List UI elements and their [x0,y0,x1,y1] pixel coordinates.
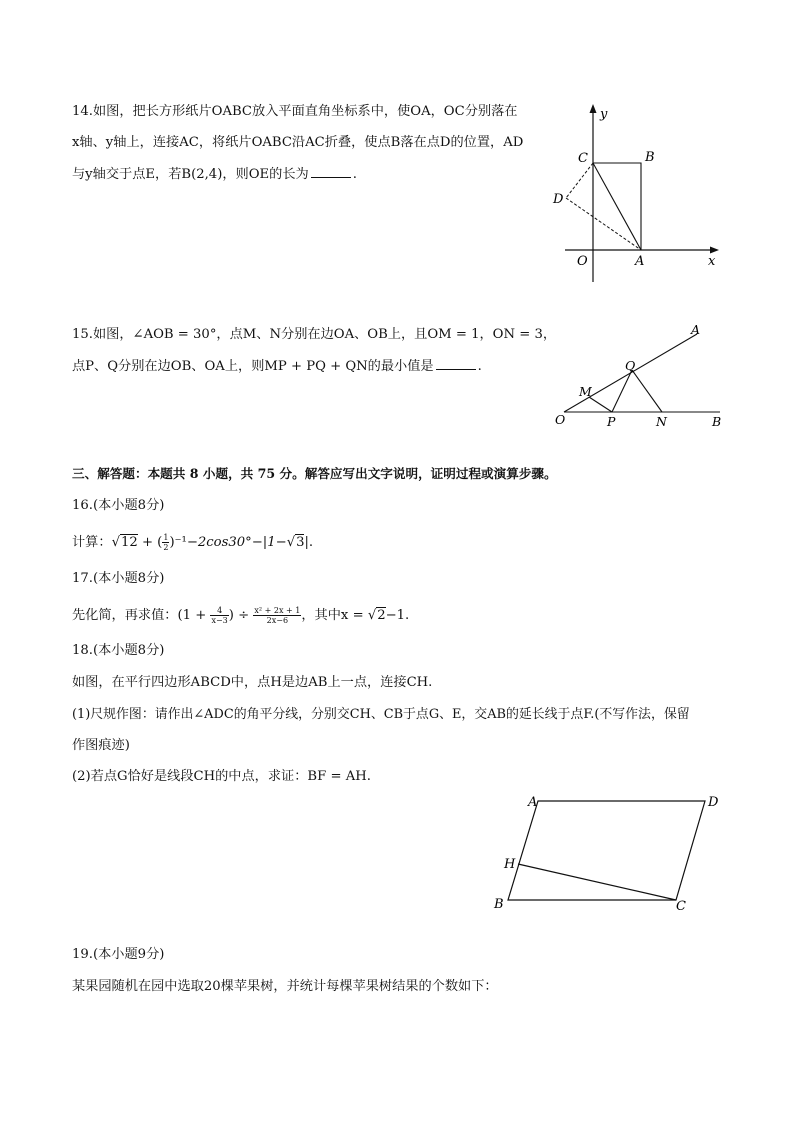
q18-line3: 作图痕迹) [72,738,130,753]
q18-seg-ch [518,864,676,900]
q14-dashed-cd [566,163,593,198]
q18-label-h: H [504,857,516,872]
q15-line2 [72,357,482,376]
q18-line2: (1)尺规作图：请作出∠ADC的角平分线，分别交CH、CB于点G、E，交AB的延长线于点F.(不写作法，保留 [72,707,690,722]
q17-f2-den: 2x−6 [266,616,289,625]
q15-label-p: P [607,414,616,429]
q19-heading: 19.(本小题9分) [72,947,165,962]
q16-end: |. [304,535,314,550]
q17-prefix: 先化简，再求值：(1 + [72,608,211,623]
q18-label-c: C [676,899,686,914]
q16-plus: + ( [137,535,163,550]
q18-label-a: A [528,795,538,810]
q17-expression [72,606,409,625]
q15-line1: 15.如图，∠AOB = 30°，点M、N分别在边OA、OB上，且OM = 1，ON = 3， [72,327,557,342]
q17-heading: 17.(本小题8分) [72,571,165,586]
q14-line3-text: 与y轴交于点E，若B(2,4)，则OE的长为 [72,167,309,182]
q16-prefix: 计算： [72,535,112,550]
q15-seg-qn [632,370,662,412]
q17-mid: ) ÷ [228,608,254,623]
q14-label-d: D [553,192,564,207]
q18-figure [488,790,728,915]
q17-f1-num: 4 [210,606,228,616]
q15-seg-mp [589,397,612,412]
q14-dashed-da [566,198,641,250]
q15-answer-blank[interactable] [436,357,476,370]
q14-x-arrow-icon [710,247,719,254]
q16-frac-num: 1 [163,533,169,542]
sqrt-icon: √ [111,535,120,550]
q14-answer-blank[interactable] [311,165,351,178]
q14-label-a: A [635,254,645,269]
q15-label-a: A [691,322,701,337]
q16-rest: −2cos30°−|1− [186,535,287,550]
section-3-heading: 三、解答题：本题共 8 小题，共 75 分。解答应写出文字说明，证明过程或演算步骤。 [72,466,557,481]
q15-label-b: B [712,414,722,429]
sqrt-icon: √ [367,608,377,623]
q14-line3 [72,165,357,184]
q15-seg-pq [612,370,632,412]
q15-label-m: M [579,384,592,399]
q15-label-n: N [656,414,667,429]
q14-label-b: B [645,150,655,165]
q18-line4: (2)若点G恰好是线段CH的中点，求证：BF = AH. [72,769,371,784]
q14-label-y: y [600,107,608,122]
q19-line1: 某果园随机在园中选取20棵苹果树，并统计每棵苹果树结果的个数如下： [72,979,498,994]
q14-line3-end: . [352,167,357,182]
sqrt-icon: √ [286,535,296,550]
q16-sqrt3: 3 [296,535,305,550]
q17-suffix: ，其中x = [301,608,368,623]
q17-f1-den: x−3 [211,616,228,625]
q17-f2-num: x² + 2x + 1 [254,606,301,615]
q18-label-d: D [708,795,719,810]
q18-parallelogram [508,801,705,900]
q18-heading: 18.(本小题8分) [72,643,165,658]
q16-exp: )⁻¹ [169,535,187,550]
q15-line2-end: . [477,359,482,374]
q14-label-x: x [708,254,716,269]
q17-fraction-1 [210,606,228,625]
q14-line2: x轴、y轴上，连接AC，将纸片OABC沿AC折叠，使点B落在点D的位置，AD [72,135,524,150]
q18-label-b: B [494,897,504,912]
q14-label-c: C [578,151,588,166]
q14-diagonal-ac [593,163,641,250]
q17-sqrt2: 2 [377,608,386,623]
q18-line1: 如图，在平行四边形ABCD中，点H是边AB上一点，连接CH. [72,675,433,690]
q16-frac-den: 2 [163,543,169,552]
q16-sqrt12: 12 [120,535,138,550]
q14-figure [555,100,730,285]
q14-line1: 14.如图，把长方形纸片OABC放入平面直角坐标系中，使OA，OC分别落在 [72,104,518,119]
q15-label-o: O [555,412,566,427]
q16-expression [72,533,313,552]
q17-fraction-2 [253,606,301,625]
q14-label-o: O [577,254,588,269]
q15-line2-text: 点P、Q分别在边OB、OA上，则MP + PQ + QN的最小值是 [72,359,434,374]
q15-label-q: Q [625,358,636,373]
q17-end: −1. [385,608,410,623]
q16-heading: 16.(本小题8分) [72,498,165,513]
q14-y-arrow-icon [590,104,597,113]
q15-figure [552,320,732,432]
